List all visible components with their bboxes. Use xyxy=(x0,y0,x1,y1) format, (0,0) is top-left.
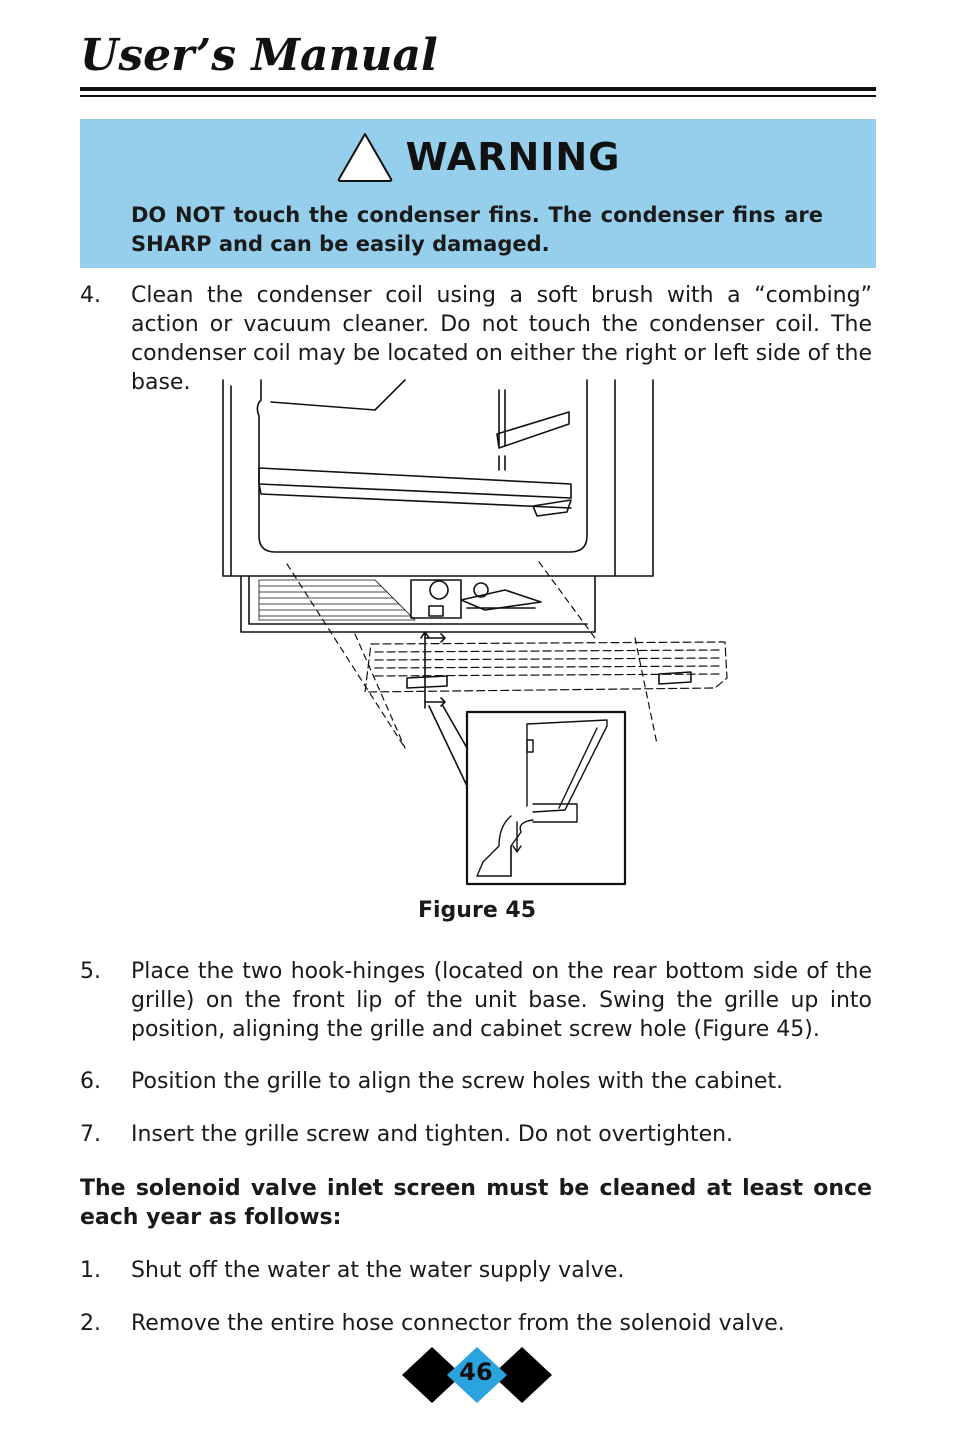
figure-45-illustration xyxy=(215,376,735,888)
step-7 xyxy=(80,1120,872,1149)
step-5 xyxy=(80,957,872,1044)
step-text: Remove the entire hose connector from the solenoid valve. xyxy=(131,1311,785,1336)
warning-text: DO NOT touch the condenser fins. The condenser fins are SHARP and can be easily damaged. xyxy=(131,203,823,256)
step-number: 7. xyxy=(80,1122,101,1147)
page-header-title: User’s Manual xyxy=(80,30,438,81)
step-text: Position the grille to align the screw holes with the cabinet. xyxy=(131,1069,784,1094)
step-number: 6. xyxy=(80,1069,101,1094)
step-number: 2. xyxy=(80,1311,101,1336)
solenoid-step-1 xyxy=(80,1256,872,1285)
step-text: Shut off the water at the water supply valve. xyxy=(131,1258,625,1283)
step-6 xyxy=(80,1067,872,1096)
solenoid-heading: The solenoid valve inlet screen must be cleaned at least once each year as follows: xyxy=(80,1176,872,1230)
step-text: Place the two hook-hinges (located on the rear bottom side of the grille) on the front lip of the unit base. Swing the grille up into position, aligning the grille and cabinet screw hole (Figure 45). xyxy=(131,959,872,1042)
header-rule-thin xyxy=(80,95,876,97)
step-number: 1. xyxy=(80,1258,101,1283)
header-rule-thick xyxy=(80,87,876,91)
step-text: Clean the condenser coil using a soft brush with a “combing” action or vacuum cleaner. Do not touch the condenser coil. The condenser coil may be located on either the right or left side of the base. xyxy=(131,283,872,395)
warning-header xyxy=(80,131,876,183)
page-number: 46 xyxy=(459,1358,493,1386)
warning-box xyxy=(80,119,876,268)
solenoid-step-2 xyxy=(80,1309,872,1338)
step-text: Insert the grille screw and tighten. Do not overtighten. xyxy=(131,1122,734,1147)
step-number: 5. xyxy=(80,959,101,984)
warning-title: WARNING xyxy=(405,135,621,179)
step-number: 4. xyxy=(80,283,101,308)
figure-caption: Figure 45 xyxy=(417,898,537,923)
warning-triangle-icon xyxy=(336,131,394,183)
